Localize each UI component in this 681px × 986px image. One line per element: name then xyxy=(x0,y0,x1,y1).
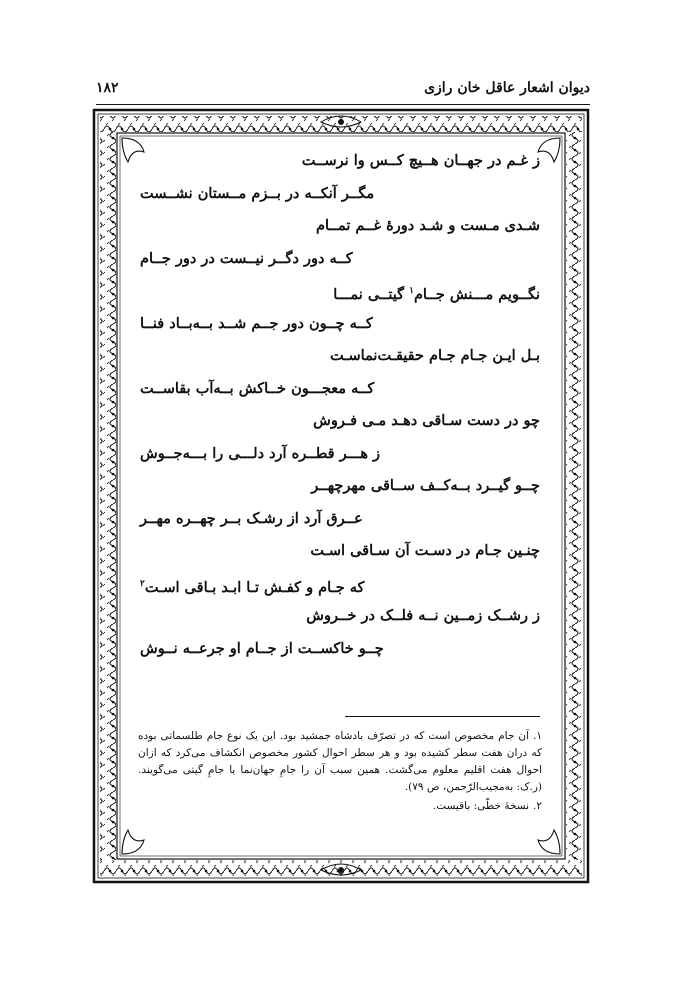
header-rule xyxy=(96,104,590,105)
hemistich: مگــر آنکــه در بــزم مــستان نشــست xyxy=(140,184,375,202)
footnote-text: نسخهٔ خطّی: باقیست. xyxy=(432,800,530,812)
verse-line xyxy=(140,378,540,411)
poem xyxy=(140,150,540,670)
verse-line xyxy=(140,313,540,346)
hemistich: چو در دست سـاقی دهـد مـی فـروش xyxy=(313,412,540,429)
verse-line xyxy=(140,410,540,443)
verse-line xyxy=(140,150,540,183)
hemistich: که جـام و کفـش تـا ابـد بـاقی اسـت xyxy=(144,578,365,596)
hemistich: ز غـم در جهــان هــیچ کــس وا نرســت xyxy=(301,152,540,169)
footnote-text: آن جام مخصوص است که در تصرّف بادشاه جمشید بود. این یک نوع جام طلسماتی بوده که دران هفت سطر کشیده بود و هر سطر احوال کشور مخصوص انکشاف می‌کرد که ازان احوال هفت اقلیم معلوم می‌گشت. همین سبب آن را جامِ جهان‌نما یا جامِ گیتی می‌گویند. (ر.ک: به‌مجیب‌الرّحمن، ص ۷۹). xyxy=(138,730,542,793)
hemistich: عــرق آرد از رشـک بــر چهــره مهــر xyxy=(140,509,363,527)
hemistich: کــه چــون دور جــم شــد بــه‌بــاد فنــا xyxy=(140,314,373,332)
footnotes xyxy=(138,728,542,817)
hemistich: گیتــی نمـــا xyxy=(333,285,410,303)
verse-line xyxy=(140,573,540,606)
hemistich: چــو خاکســت از جــام او جرعــه نــوش xyxy=(140,639,384,657)
verse-line xyxy=(140,248,540,281)
hemistich: ز رشــک زمــین نــه فلــک در خــروش xyxy=(306,607,540,624)
footnote-separator xyxy=(345,716,540,717)
verse-line xyxy=(140,475,540,508)
footnote-marker: ۱ xyxy=(409,286,414,296)
verse-line xyxy=(140,540,540,573)
hemistich: چنـین جـام در دسـت آن سـاقی اسـت xyxy=(310,542,540,559)
footnote-marker: ۲ xyxy=(140,578,145,589)
footnote xyxy=(138,728,542,796)
verse-line xyxy=(140,605,540,638)
verse-line xyxy=(140,183,540,216)
footnote-number: ۱. xyxy=(533,730,542,742)
verse-line xyxy=(140,215,540,248)
hemistich: چــو گیــرد بــه‌کــف ســاقی مهرچهــر xyxy=(311,477,540,494)
hemistich: کــه معجـــون خــاکش بــه‌آب بقاســت xyxy=(140,379,375,397)
running-header xyxy=(96,80,590,104)
verse-line xyxy=(140,443,540,476)
hemistich: ز هـــر قطــره آرد دلـــی را بـــه‌جــوش xyxy=(140,444,381,462)
page-number: ۱۸۲ xyxy=(96,80,119,96)
hemistich: بـل ایـن جـام جـام حقیقـت‌نماسـت xyxy=(330,347,540,364)
footnote xyxy=(138,798,542,815)
verse-line xyxy=(140,508,540,541)
hemistich: نگــویم مـــنش جــام xyxy=(413,285,540,303)
verse-line xyxy=(140,280,540,313)
verse-line xyxy=(140,638,540,671)
verse-line xyxy=(140,345,540,378)
footnote-number: ۲. xyxy=(533,800,542,812)
hemistich: شـدی مـست و شـد دورهٔ غــم تمــام xyxy=(316,217,540,234)
hemistich: کــه دور دگــر نیــست در دور جــام xyxy=(140,249,353,267)
book-title: دیوان اشعار عاقل خان رازی xyxy=(424,80,590,96)
